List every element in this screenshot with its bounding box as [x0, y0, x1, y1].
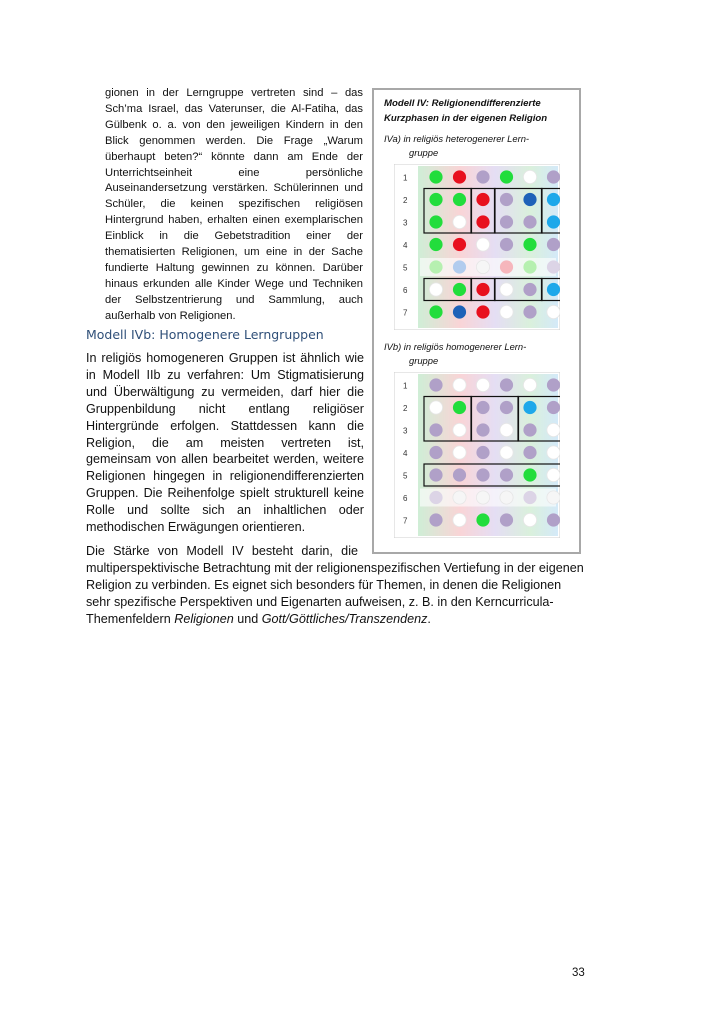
- grid-b-dot-r5-c5: [523, 468, 536, 481]
- grid-b-dot-r5-c2: [453, 468, 466, 481]
- closing-text-1: multiperspektivische Betrachtung mit der religionenspezifischen Vertiefung in der eigenen Religion zu verbinden. Es eignet sich besonders für Themen, in denen die Religionen sehr spezifische Perspektiven und Eigenarten aufweisen, z. B. in den Kerncurricula-Themenfeldern: [86, 560, 584, 626]
- grid-b-dot-r7-c3: [476, 513, 489, 526]
- grid-a-dot-r1-c4: [500, 170, 513, 183]
- grid-b-dot-r3-c3: [476, 423, 489, 436]
- grid-b-dot-r3-c5: [523, 423, 536, 436]
- grid-b-dot-r4-c1: [429, 446, 442, 459]
- grid-a-dot-r4-c2: [453, 238, 466, 251]
- grid-a-dot-r1-c5: [523, 170, 536, 183]
- grid-a-row-label: 1: [403, 173, 408, 183]
- grid-a-dot-r1-c1: [429, 170, 442, 183]
- grid-a-dot-r6-c6: [547, 283, 560, 296]
- grid-a-row-label: 5: [403, 263, 408, 273]
- grid-a-dot-r7-c5: [523, 305, 536, 318]
- grid-b-dot-r1-c1: [429, 378, 442, 391]
- grid-a-dot-r5-c3: [476, 260, 489, 273]
- grid-a-dot-r2-c3: [476, 193, 489, 206]
- grid-b-row-label: 7: [403, 516, 408, 526]
- grid-b-dot-r6-c5: [523, 491, 536, 504]
- grid-b-row-label: 1: [403, 381, 408, 391]
- grid-b-dot-r2-c5: [523, 401, 536, 414]
- grid-b-dot-r7-c2: [453, 513, 466, 526]
- grid-a-dot-r4-c4: [500, 238, 513, 251]
- figure-label-ivb: [384, 340, 572, 368]
- grid-b-dot-r1-c6: [547, 378, 560, 391]
- grid-a-dot-r5-c5: [523, 260, 536, 273]
- grid-b-dot-r2-c6: [547, 401, 560, 414]
- grid-b-dot-r1-c5: [523, 378, 536, 391]
- grid-b-dot-r6-c4: [500, 491, 513, 504]
- closing-text-2: und: [233, 611, 262, 626]
- figure-label-iva: [384, 132, 572, 160]
- grid-b-dot-r7-c1: [429, 513, 442, 526]
- grid-b-row-label: 4: [403, 449, 408, 458]
- figure-label-iva-line2: gruppe: [409, 147, 439, 158]
- grid-b-dot-r1-c3: [476, 378, 489, 391]
- grid-a-dot-r7-c6: [547, 305, 560, 318]
- page-number: 33: [572, 967, 585, 979]
- grid-b-dot-r5-c3: [476, 468, 489, 481]
- grid-b-row-label: 3: [403, 426, 408, 436]
- figure-title: Modell IV: Religionendifferenzierte Kurzphasen in der eigenen Religion: [384, 98, 548, 124]
- section-heading: Modell IVb: Homogenere Lerngruppen: [86, 327, 324, 342]
- grid-a-dot-r2-c5: [523, 193, 536, 206]
- grid-b-dot-r1-c2: [453, 378, 466, 391]
- grid-a-dot-r7-c4: [500, 305, 513, 318]
- grid-b-dot-r6-c1: [429, 491, 442, 504]
- grid-a-dot-r6-c1: [429, 283, 442, 296]
- grid-a-dot-r6-c3: [476, 283, 489, 296]
- grid-b-dot-r3-c2: [453, 423, 466, 436]
- grid-b-dot-r4-c5: [523, 446, 536, 459]
- grid-a-dot-r5-c1: [429, 260, 442, 273]
- grid-b-row-label: 2: [403, 404, 408, 413]
- grid-b-dot-r3-c6: [547, 423, 560, 436]
- grid-b-dot-r1-c4: [500, 378, 513, 391]
- grid-b-dot-r4-c4: [500, 446, 513, 459]
- grid-a-row-label: 7: [403, 308, 408, 318]
- grid-a-dot-r3-c1: [429, 215, 442, 228]
- grid-b-dot-r7-c4: [500, 513, 513, 526]
- intro-paragraph: gionen in der Lerngruppe vertreten sind – das Sch’ma Israel, das Vaterunser, die Al-Fatiha, das Gülbenk o. a. von den jeweiligen Kindern in den Blick genommen werden. Die Frage „Warum überhaupt beten?“ könnte dann am Ende der Unterrichtseinheit eine persönliche Auseinandersetzung verstärken. Schülerinnen und Schüler, die keinen spezifischen religiösen Hintergrund haben, erhalten einen exemplarischen Einblick in die Gebetstradition einer der thematisierten Religionen, um eine in der Sache fundierte Haltung gewinnen zu können. Darüber hinaus erkunden alle Kinder Wege und Techniken der Selbstzentrierung und Sammlung, auch außerhalb von Religionen.: [105, 87, 363, 322]
- grid-a-dot-r5-c4: [500, 260, 513, 273]
- closing-emphasis-religionen: Religionen: [174, 611, 234, 626]
- grid-a-dot-r2-c2: [453, 193, 466, 206]
- closing-emphasis-gott: Gott/Göttliches/Transzendenz: [261, 611, 428, 626]
- grid-b-dot-r4-c3: [476, 446, 489, 459]
- grid-b-dot-r7-c6: [547, 513, 560, 526]
- grid-a-dot-r3-c5: [523, 215, 536, 228]
- grid-a-dot-r7-c3: [476, 305, 489, 318]
- grid-b-dot-r2-c2: [453, 401, 466, 414]
- grid-a-row-label: 3: [403, 218, 408, 228]
- grid-a-dot-r3-c3: [476, 215, 489, 228]
- grid-b-dot-r2-c3: [476, 401, 489, 414]
- grid-a-dot-r4-c3: [476, 238, 489, 251]
- grid-ivb-diagram: [394, 372, 560, 538]
- grid-b-dot-r2-c4: [500, 401, 513, 414]
- grid-b-dot-r7-c5: [523, 513, 536, 526]
- closing-paragraph: [86, 543, 586, 628]
- grid-b-dot-r5-c6: [547, 468, 560, 481]
- grid-a-dot-r2-c4: [500, 193, 513, 206]
- grid-a-dot-r5-c6: [547, 260, 560, 273]
- grid-iva-diagram: [394, 164, 560, 330]
- section-body: In religiös homogeneren Gruppen ist ähnlich wie in Modell IIb zu verfahren: Um Stigmatisierung und Überwältigung zu vermeiden, darf hier die Gruppenbildung nicht entlang religiöser Hintergründe erfolgen. Stattdessen kann die Religion, die am meisten vertreten ist, gemeinsam von allen bearbeitet werden, weitere Religionen hingegen in religionendifferenzierten Gruppen. Die Reihenfolge spielt strukturell keine Rolle und sollte sich an inhaltlichen oder methodischen Erwägungen orientieren.: [86, 351, 364, 535]
- grid-b-dot-r6-c2: [453, 491, 466, 504]
- grid-a-dot-r6-c2: [453, 283, 466, 296]
- grid-a-dot-r2-c1: [429, 193, 442, 206]
- grid-a-dot-r1-c2: [453, 170, 466, 183]
- intro-paragraph-column: [105, 86, 363, 325]
- figure-label-ivb-line1: IVb) in religiös homogenerer Lern-: [384, 341, 527, 352]
- grid-a-dot-r3-c2: [453, 215, 466, 228]
- grid-a-dot-r3-c6: [547, 215, 560, 228]
- grid-b-dot-r5-c1: [429, 468, 442, 481]
- grid-b-dot-r6-c3: [476, 491, 489, 504]
- grid-a-row-label: 4: [403, 241, 408, 250]
- grid-a-dot-r1-c3: [476, 170, 489, 183]
- figure-label-ivb-line2: gruppe: [409, 355, 439, 366]
- grid-b-row-label: 5: [403, 471, 408, 481]
- grid-a-dot-r7-c2: [453, 305, 466, 318]
- grid-b-dot-r4-c2: [453, 446, 466, 459]
- grid-a-dot-r4-c6: [547, 238, 560, 251]
- grid-b-dot-r6-c6: [547, 491, 560, 504]
- grid-a-dot-r4-c5: [523, 238, 536, 251]
- grid-a-row-label: 2: [403, 196, 408, 205]
- grid-a-dot-r6-c5: [523, 283, 536, 296]
- grid-a-dot-r5-c2: [453, 260, 466, 273]
- grid-a-dot-r1-c6: [547, 170, 560, 183]
- model-iv-figure: [372, 88, 581, 554]
- grid-b-dot-r5-c4: [500, 468, 513, 481]
- grid-a-dot-r4-c1: [429, 238, 442, 251]
- grid-a-dot-r3-c4: [500, 215, 513, 228]
- grid-a-dot-r7-c1: [429, 305, 442, 318]
- closing-text-3: .: [427, 611, 431, 626]
- grid-b-row-label: 6: [403, 494, 408, 503]
- figure-label-iva-line1: IVa) in religiös heterogenerer Lern-: [384, 133, 530, 144]
- grid-b-dot-r3-c1: [429, 423, 442, 436]
- grid-a-dot-r6-c4: [500, 283, 513, 296]
- grid-b-dot-r4-c6: [547, 446, 560, 459]
- grid-b-dot-r3-c4: [500, 423, 513, 436]
- grid-b-dot-r2-c1: [429, 401, 442, 414]
- grid-a-dot-r2-c6: [547, 193, 560, 206]
- closing-lead: Die Stärke von Modell IV besteht darin, die: [86, 544, 358, 558]
- grid-a-row-label: 6: [403, 286, 408, 295]
